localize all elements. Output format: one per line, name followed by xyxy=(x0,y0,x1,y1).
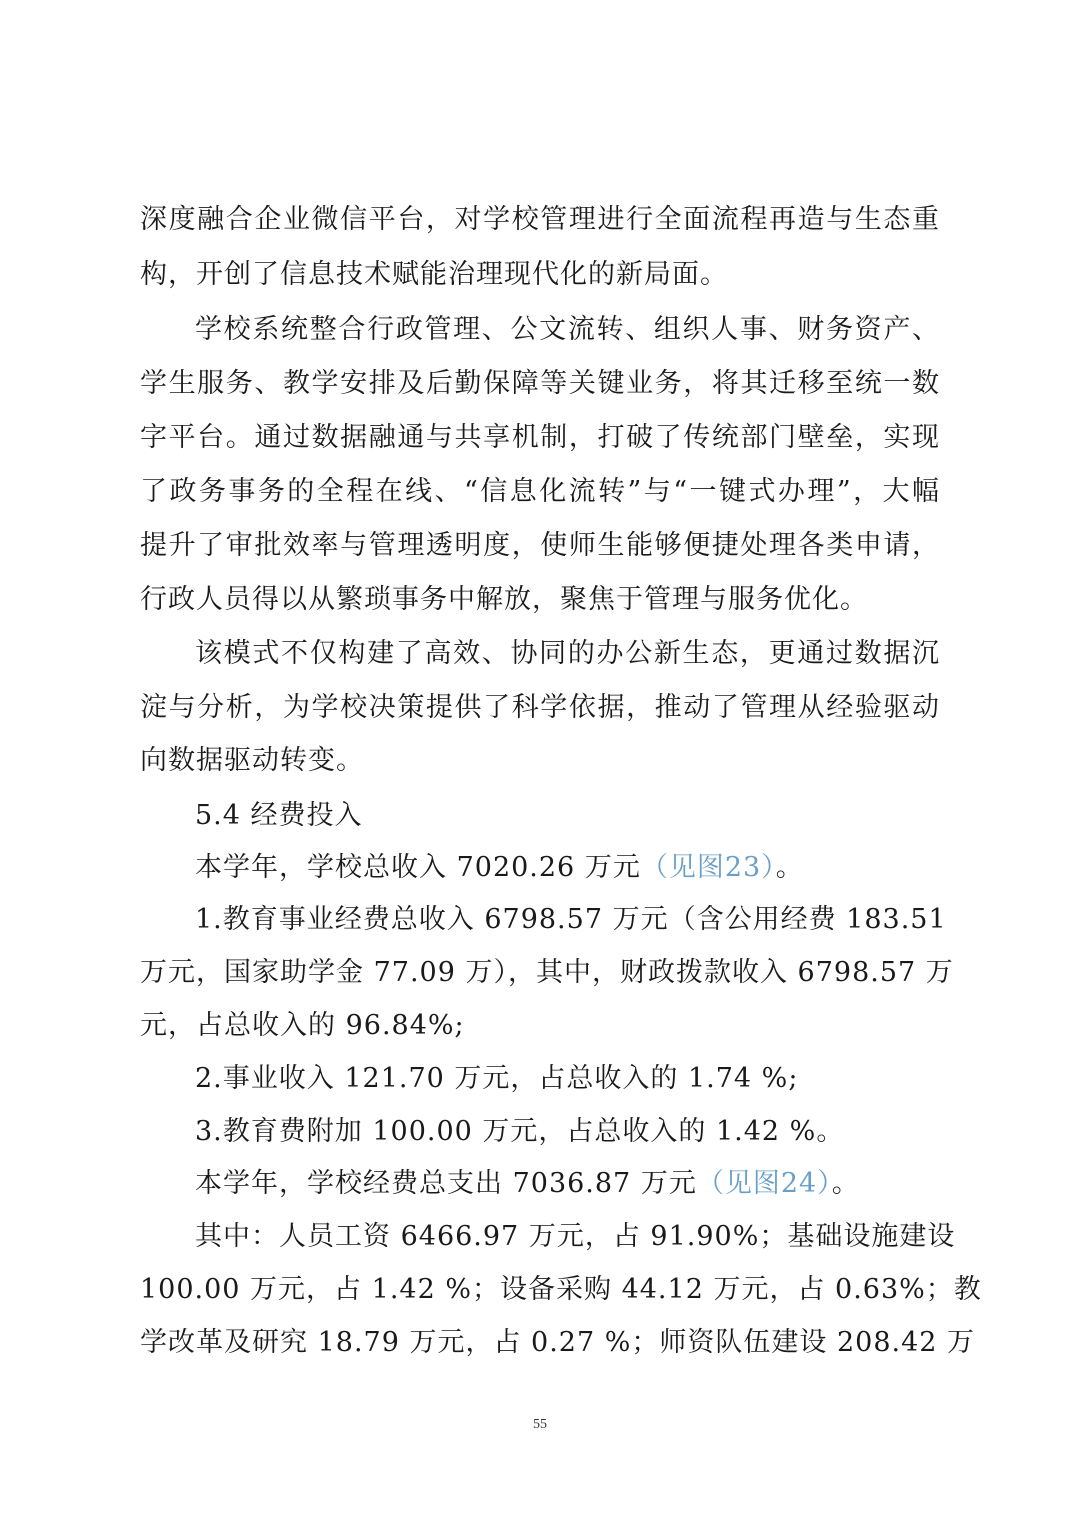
paragraph-line: 向数据驱动转变。 xyxy=(140,745,364,776)
figure-24-reference[interactable]: （见图24） xyxy=(696,1168,832,1199)
paragraph-line: 字平台。通过数据融通与共享机制，打破了传统部门壁垒，实现 xyxy=(140,422,940,453)
section-heading: 5.4 经费投入 xyxy=(195,800,363,831)
paragraph-line: 构，开创了信息技术赋能治理现代化的新局面。 xyxy=(140,259,728,290)
paragraph-line xyxy=(195,848,940,888)
expenditure-total-text: 本学年，学校经费总支出 7036.87 万元 xyxy=(195,1168,697,1199)
paragraph-line: 深度融合企业微信平台，对学校管理进行全面流程再造与生态重 xyxy=(140,204,940,235)
sentence-end: 。 xyxy=(831,1168,860,1199)
paragraph-line: 100.00 万元，占 1.42 %；设备采购 44.12 万元，占 0.63%；教 xyxy=(140,1274,982,1305)
paragraph-line: 万元，国家助学金 77.09 万），其中，财政拨款收入 6798.57 万 xyxy=(140,957,954,988)
paragraph-line: 学改革及研究 18.79 万元，占 0.27 %；师资队伍建设 208.42 万 xyxy=(140,1327,976,1358)
paragraph-line: 1.教育事业经费总收入 6798.57 万元（含公用经费 183.51 xyxy=(195,904,947,935)
paragraph-line: 行政人员得以从繁琐事务中解放，聚焦于管理与服务优化。 xyxy=(140,584,868,615)
paragraph-line: 该模式不仅构建了高效、协同的办公新生态，更通过数据沉 xyxy=(195,638,940,669)
paragraph-line: 了政务事务的全程在线、“信息化流转”与“一键式办理”，大幅 xyxy=(140,476,940,507)
paragraph-line: 其中：人员工资 6466.97 万元，占 91.90%；基础设施建设 xyxy=(195,1221,956,1252)
figure-23-reference[interactable]: （见图23） xyxy=(640,852,776,883)
paragraph-line xyxy=(195,1164,940,1204)
sentence-end: 。 xyxy=(775,852,804,883)
paragraph-line: 学生服务、教学安排及后勤保障等关键业务，将其迁移至统一数 xyxy=(140,368,940,399)
paragraph-line: 学校系统整合行政管理、公文流转、组织人事、财务资产、 xyxy=(195,314,940,345)
income-total-text: 本学年，学校总收入 7020.26 万元 xyxy=(195,852,641,883)
paragraph-line: 淀与分析，为学校决策提供了科学依据，推动了管理从经验驱动 xyxy=(140,692,940,723)
page-number: 55 xyxy=(533,1417,547,1432)
paragraph-line: 2.事业收入 121.70 万元，占总收入的 1.74 %; xyxy=(195,1063,799,1094)
paragraph-line: 提升了审批效率与管理透明度，使师生能够便捷处理各类申请， xyxy=(140,530,940,561)
paragraph-line: 元，占总收入的 96.84%; xyxy=(140,1010,465,1041)
paragraph-line: 3.教育费附加 100.00 万元，占总收入的 1.42 %。 xyxy=(195,1116,845,1147)
